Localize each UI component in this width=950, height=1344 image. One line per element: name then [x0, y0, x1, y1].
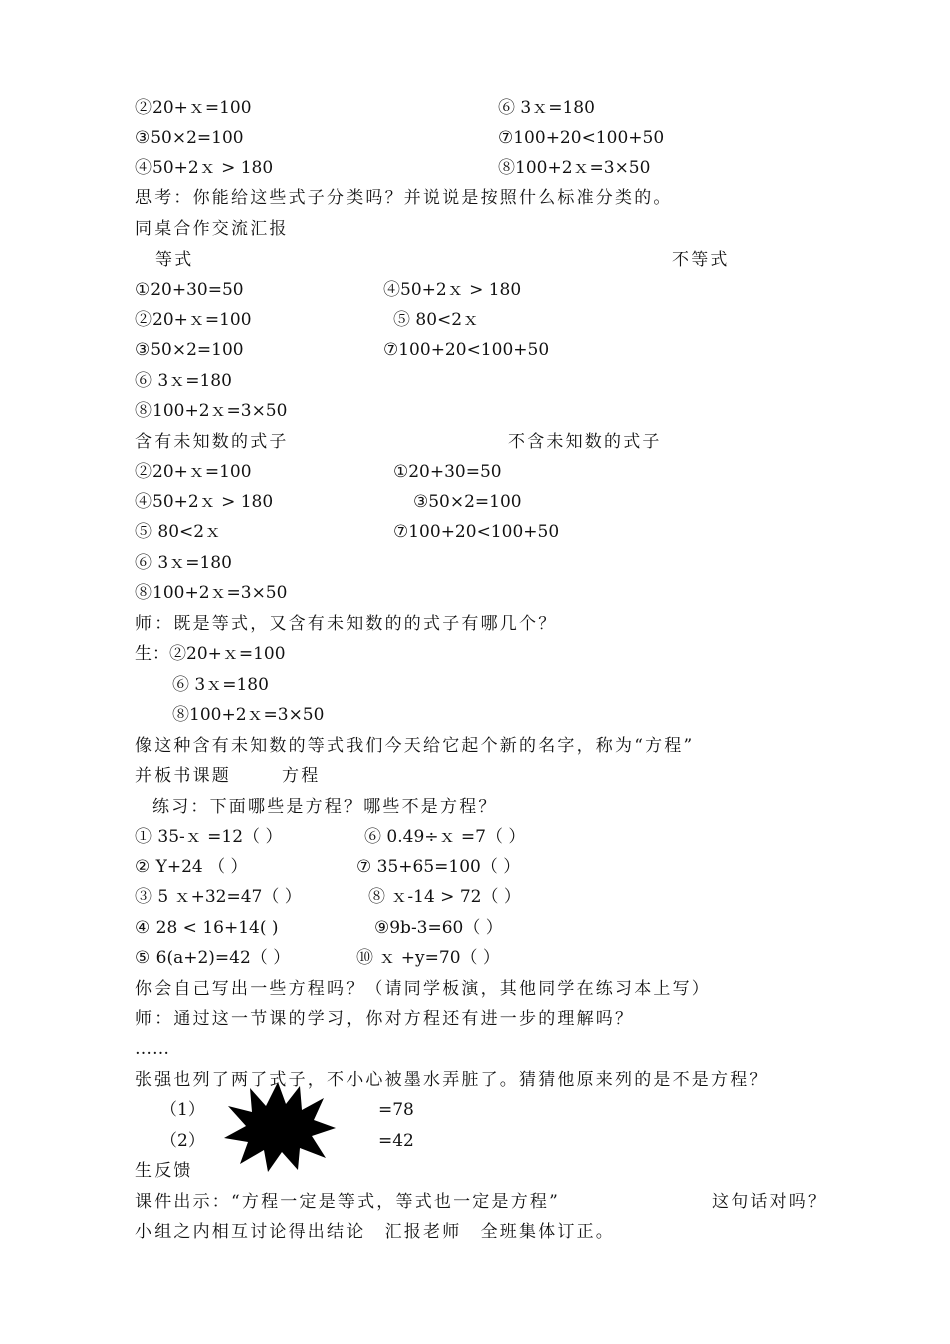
- line-text-left: 等式: [155, 250, 194, 270]
- line-text-left: ③50×2=100: [135, 128, 244, 148]
- line-text-right: ⑦100+20<100+50: [393, 522, 560, 542]
- line-text-left: ④50+2ｘ > 180: [135, 492, 274, 512]
- line-text-left: 你会自己写出一些方程吗？（请同学板演，其他同学在练习本上写）: [135, 979, 711, 999]
- line-text-right: ④50+2ｘ > 180: [383, 280, 522, 300]
- line-text-left: ⑤ 80<2ｘ: [135, 522, 222, 542]
- line-text-left: 同桌合作交流汇报: [135, 219, 289, 239]
- line-text-left: ⑥ 3ｘ=180: [172, 675, 269, 695]
- line-text-right: ⑦100+20<100+50: [383, 340, 550, 360]
- line-text-right: ⑥ 0.49÷ｘ =7（ ）: [364, 827, 526, 847]
- line-text-left: 师：既是等式，又含有未知数的的式子有哪几个？: [135, 614, 558, 634]
- line-text-left: 小组之内相互讨论得出结论 汇报老师 全班集体订正。: [135, 1222, 615, 1242]
- line-text-right: 不含未知数的式子: [508, 432, 662, 452]
- line-text-left: ③ 5 ｘ+32=47（ ）: [135, 887, 302, 907]
- line-text-left: ④ 28 < 16+14( ): [135, 918, 279, 938]
- line-text-right: 不等式: [672, 250, 730, 270]
- line-text-left: 张强也列了两了式子，不小心被墨水弄脏了。猜猜他原来列的是不是方程？: [135, 1070, 769, 1090]
- ink-splash-icon: [220, 1080, 338, 1172]
- line-text-left: ……: [135, 1039, 169, 1059]
- line-text-left: ④50+2ｘ > 180: [135, 158, 274, 178]
- line-text-right: ③50×2=100: [413, 492, 522, 512]
- line-text-left: ② Y+24 （ ）: [135, 857, 248, 877]
- line-text-right: ①20+30=50: [393, 462, 502, 482]
- line-text-right: =78: [378, 1100, 414, 1120]
- line-text-left: （2）: [160, 1131, 205, 1151]
- line-text-right: ⑤ 80<2ｘ: [393, 310, 480, 330]
- line-text-left: ②20+ｘ=100: [135, 310, 252, 330]
- line-text-left: 思考：你能给这些式子分类吗？并说说是按照什么标准分类的。: [135, 188, 673, 208]
- line-text-left: ⑧100+2ｘ=3×50: [135, 583, 288, 603]
- line-text-left: ②20+ｘ=100: [135, 98, 252, 118]
- line-text-right: ⑩ ｘ +y=70（ ）: [356, 948, 500, 968]
- line-text-left: （1）: [160, 1100, 205, 1120]
- line-text-left: 课件出示：“方程一定是等式，等式也一定是方程”: [135, 1192, 560, 1212]
- line-text-left: 像这种含有未知数的等式我们今天给它起个新的名字，称为“方程”: [135, 736, 695, 756]
- line-text-left: ① 35-ｘ =12（ ）: [135, 827, 283, 847]
- line-text-right: ⑦ 35+65=100（ ）: [356, 857, 521, 877]
- line-text-left: 生反馈: [135, 1161, 193, 1181]
- line-text-left: 并板书课题: [135, 766, 231, 786]
- line-text-left: 生：②20+ｘ=100: [135, 644, 286, 664]
- line-text-left: 师：通过这一节课的学习，你对方程还有进一步的理解吗？: [135, 1009, 635, 1029]
- line-text-left: 练习：下面哪些是方程？哪些不是方程？: [152, 797, 498, 817]
- line-text-left: ⑧100+2ｘ=3×50: [172, 705, 325, 725]
- line-text-right: ⑧ ｘ-14 > 72（ ）: [368, 887, 521, 907]
- line-text-right: 这句话对吗？: [712, 1192, 828, 1212]
- line-text-left: ②20+ｘ=100: [135, 462, 252, 482]
- line-text-left: ⑤ 6(a+2)=42（ ）: [135, 948, 291, 968]
- line-text-right: ⑦100+20<100+50: [498, 128, 665, 148]
- line-text-right: =42: [378, 1131, 414, 1151]
- line-text-left: ⑧100+2ｘ=3×50: [135, 401, 288, 421]
- line-text-left: 含有未知数的式子: [135, 432, 289, 452]
- line-text-right: ⑨9b-3=60（ ）: [374, 918, 503, 938]
- line-text-right: ⑧100+2ｘ=3×50: [498, 158, 651, 178]
- line-text-left: ①20+30=50: [135, 280, 244, 300]
- line-text-left: ③50×2=100: [135, 340, 244, 360]
- line-text-left: ⑥ 3ｘ=180: [135, 371, 232, 391]
- line-text-left: ⑥ 3ｘ=180: [135, 553, 232, 573]
- line-text-right: 方程: [282, 766, 321, 786]
- line-text-right: ⑥ 3ｘ=180: [498, 98, 595, 118]
